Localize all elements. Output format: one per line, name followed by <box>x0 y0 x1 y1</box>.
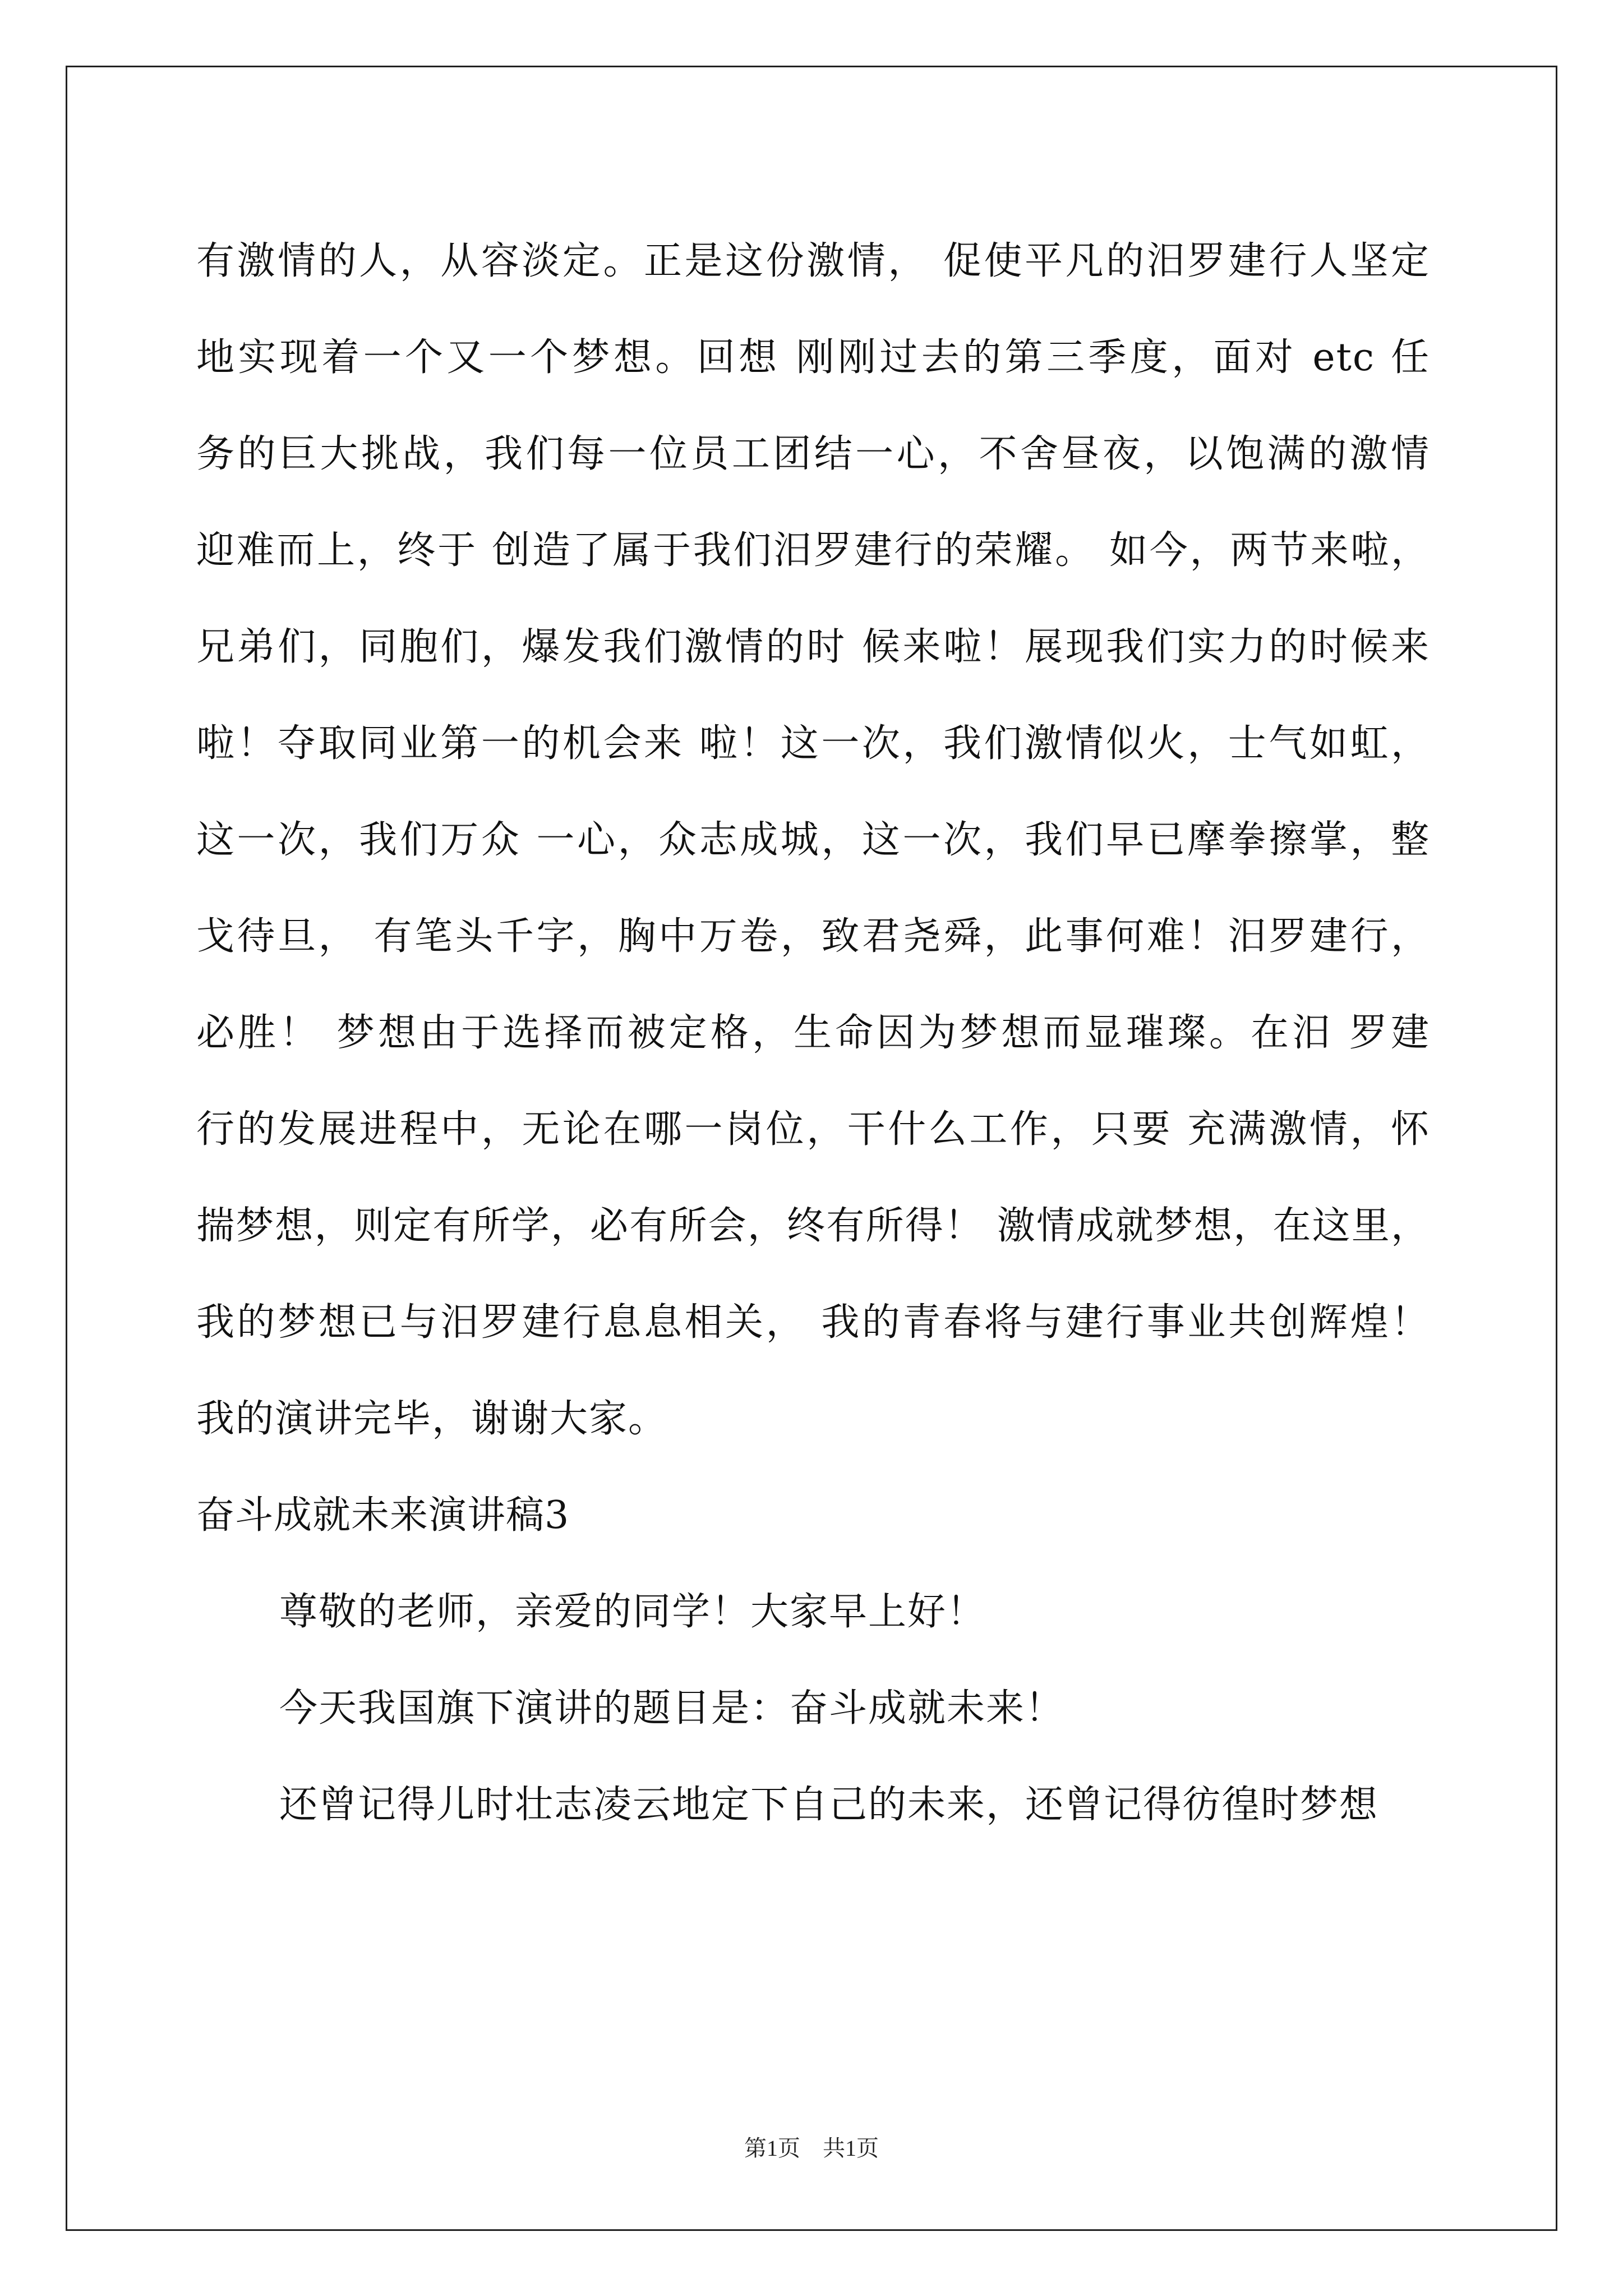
paragraph-line: 还曾记得儿时壮志凌云地定下自己的未来，还曾记得彷徨时梦想 <box>279 1783 1379 1827</box>
paragraph-line: 我的梦想已与汨罗建行息息相关， 我的青春将与建行事业共创辉煌！ <box>196 1300 1430 1345</box>
paragraph-line: 啦！夺取同业第一的机会来 啦！这一次，我们激情似火，士气如虹， <box>196 721 1430 766</box>
paragraph-line: 这一次，我们万众 一心，众志成城，这一次，我们早已摩拳擦掌，整 <box>196 818 1430 862</box>
section-title: 奋斗成就未来演讲稿3 <box>196 1493 570 1538</box>
paragraph-line: 我的演讲完毕，谢谢大家。 <box>196 1397 668 1441</box>
paragraph-line: 戈待旦， 有笔头千字，胸中万卷，致君尧舜，此事何难！汨罗建行， <box>196 914 1430 959</box>
document-body <box>196 213 1430 1853</box>
paragraph-line: 地实现着一个又一个梦想。回想 刚刚过去的第三季度，面对 etc 任 <box>196 335 1430 380</box>
paragraph-line: 迎难而上，终于 创造了属于我们汨罗建行的荣耀。 如今，两节来啦， <box>196 528 1430 573</box>
paragraph-line: 务的巨大挑战，我们每一位员工团结一心，不舍昼夜，以饱满的激情 <box>196 432 1430 476</box>
paragraph-line: 有激情的人，从容淡定。正是这份激情， 促使平凡的汨罗建行人坚定 <box>196 239 1430 283</box>
paragraph-line: 揣梦想，则定有所学，必有所会，终有所得！ 激情成就梦想，在这里， <box>196 1204 1430 1248</box>
paragraph-line: 兄弟们，同胞们，爆发我们激情的时 候来啦！展现我们实力的时候来 <box>196 625 1430 669</box>
paragraph-line: 行的发展进程中，无论在哪一岗位，干什么工作，只要 充满激情，怀 <box>196 1107 1430 1152</box>
topic-line: 今天我国旗下演讲的题目是：奋斗成就未来！ <box>279 1686 1065 1731</box>
page-number-footer: 第1页 共1页 <box>744 2136 879 2161</box>
paragraph-line: 必胜！ 梦想由于选择而被定格，生命因为梦想而显璀璨。在汨 罗建 <box>196 1011 1430 1055</box>
greeting-line: 尊敬的老师，亲爱的同学！大家早上好！ <box>279 1590 986 1634</box>
